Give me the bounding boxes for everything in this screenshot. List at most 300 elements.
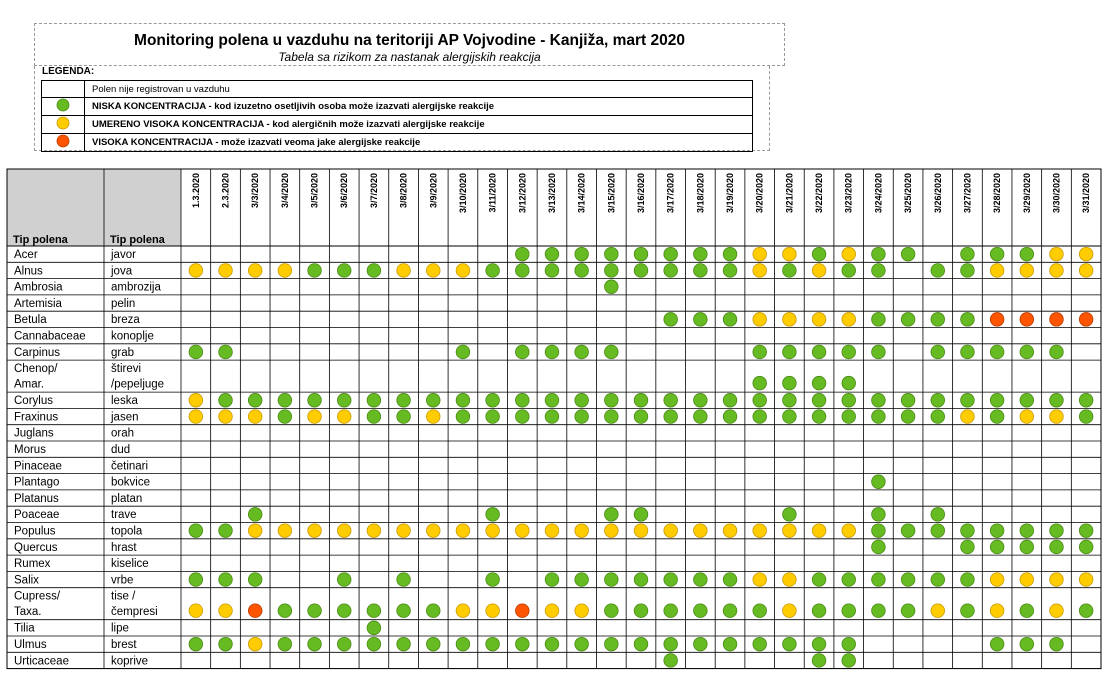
pollen-local-name: orah [111,427,135,440]
pollen-local-name: brest [111,639,137,651]
concentration-dot [694,313,708,327]
pollen-latin-name: Juglans [14,427,54,440]
pollen-latin-name: Betula [14,314,47,327]
concentration-dot [219,637,233,651]
pollen-local-name: dud [111,444,131,456]
date-header: 3/3/2020 [250,173,261,209]
concentration-dot [931,313,945,327]
pollen-latin-name: Quercus [14,541,58,554]
concentration-dot [456,264,470,278]
concentration-dot [1020,604,1034,618]
pollen-local-name: javor [111,249,136,261]
concentration-dot [812,247,826,261]
concentration-dot [545,393,559,407]
concentration-dot [426,604,440,618]
pollen-local-name: breza [111,314,140,327]
concentration-dot [842,524,856,538]
concentration-dot [575,410,589,424]
concentration-dot [1050,393,1064,407]
concentration-dot [901,604,915,618]
concentration-dot [694,247,708,261]
concentration-dot [664,247,678,261]
concentration-dot [308,264,322,278]
concentration-dot [812,345,826,359]
pollen-latin-name: Populus [14,525,56,538]
concentration-dot [694,393,708,407]
concentration-dot [753,376,767,390]
concentration-dot [189,393,203,407]
concentration-dot [367,621,381,635]
concentration-dot [337,604,351,618]
concentration-dot [605,573,619,587]
concentration-dot [545,524,559,538]
date-header: 3/27/2020 [962,173,973,214]
concentration-dot [901,410,915,424]
concentration-dot [426,264,440,278]
date-header: 3/19/2020 [725,173,736,214]
concentration-dot [842,410,856,424]
concentration-dot [842,313,856,327]
concentration-dot [990,604,1004,618]
pollen-latin-name: Plantago [14,476,60,489]
concentration-dot [248,393,262,407]
concentration-dot [872,604,886,618]
concentration-dot [872,508,886,522]
pollen-local-name: /pepeljuge [111,378,165,391]
pollen-latin-name: Amar. [14,378,45,391]
pollen-latin-name: Fraxinus [14,411,59,424]
concentration-dot [456,393,470,407]
col-header-local: Tip polena [110,234,165,246]
concentration-dot [248,604,262,618]
concentration-dot [783,508,797,522]
date-header: 3/18/2020 [695,173,706,214]
date-header: 3/16/2020 [636,173,646,214]
pollen-latin-name: Artemisia [14,297,62,310]
concentration-dot [664,637,678,651]
concentration-dot [664,654,678,668]
concentration-dot [1050,410,1064,424]
concentration-dot [931,508,945,522]
concentration-dot [723,410,737,424]
concentration-dot [664,604,678,618]
concentration-dot [605,604,619,618]
pollen-latin-name: Cupress/ [14,590,61,603]
concentration-dot [1020,637,1034,651]
concentration-dot [723,637,737,651]
concentration-dot [664,264,678,278]
concentration-dot [990,247,1004,261]
concentration-dot [812,637,826,651]
concentration-dot [308,410,322,424]
concentration-dot [219,524,233,538]
concentration-dot [337,524,351,538]
concentration-dot [961,345,975,359]
pollen-local-name: čempresi [111,606,158,619]
concentration-dot [842,393,856,407]
concentration-dot [961,540,975,554]
pollen-local-name: topola [111,525,143,538]
concentration-dot [961,247,975,261]
concentration-dot [605,524,619,538]
concentration-dot [783,393,797,407]
concentration-dot [426,410,440,424]
date-header: 3/22/2020 [814,173,825,214]
legend-label: VISOKA KONCENTRACIJA - može izazvati veoma jake alergijske reakcije [85,134,753,152]
concentration-dot [961,313,975,327]
concentration-dot [872,264,886,278]
concentration-dot [1020,524,1034,538]
concentration-dot [812,410,826,424]
concentration-dot [545,345,559,359]
concentration-dot [634,573,648,587]
pollen-local-name: konoplje [111,330,154,343]
concentration-dot [456,410,470,424]
concentration-dot [1020,410,1034,424]
pollen-latin-name: Salix [14,574,39,587]
concentration-dot [605,410,619,424]
concentration-dot [961,393,975,407]
concentration-dot [189,573,203,587]
concentration-dot [486,573,500,587]
concentration-dot [664,313,678,327]
concentration-dot [812,524,826,538]
concentration-dot [783,247,797,261]
concentration-dot [219,573,233,587]
pollen-latin-name: Ambrosia [14,281,63,294]
concentration-dot [189,410,203,424]
concentration-dot [605,393,619,407]
concentration-dot [931,524,945,538]
concentration-dot [575,637,589,651]
concentration-dot [901,247,915,261]
concentration-dot [990,345,1004,359]
concentration-dot [723,573,737,587]
concentration-dot [189,637,203,651]
date-header: 3/20/2020 [754,173,765,214]
concentration-dot [545,264,559,278]
concentration-dot [426,524,440,538]
pollen-local-name: trave [111,509,137,522]
concentration-dot [605,280,619,294]
concentration-dot [397,573,411,587]
concentration-dot [990,637,1004,651]
concentration-dot [248,410,262,424]
concentration-dot [605,345,619,359]
pollen-local-name: hrast [111,541,137,554]
concentration-dot [961,573,975,587]
pollen-local-name: četinari [111,460,149,473]
concentration-dot [842,376,856,390]
concentration-dot [872,540,886,554]
concentration-dot [990,264,1004,278]
pollen-latin-name: Tilia [14,622,35,635]
pollen-latin-name: Urticaceae [14,655,69,668]
pollen-latin-name: Pinaceae [14,460,62,473]
concentration-dot [842,264,856,278]
date-header: 3/21/2020 [784,173,795,214]
date-header: 3/6/2020 [339,173,350,209]
concentration-dot [1020,247,1034,261]
pollen-local-name: štirevi [111,363,142,376]
concentration-dot [783,313,797,327]
concentration-dot [812,264,826,278]
concentration-dot [367,410,381,424]
pollen-latin-name: Carpinus [14,346,61,359]
concentration-dot [545,410,559,424]
concentration-dot [664,524,678,538]
concentration-dot [753,637,767,651]
concentration-dot [486,410,500,424]
concentration-dot [367,637,381,651]
date-header: 3/4/2020 [279,173,290,209]
concentration-dot [545,573,559,587]
concentration-dot [575,264,589,278]
concentration-dot [634,508,648,522]
concentration-dot [931,345,945,359]
concentration-dot [248,637,262,651]
concentration-dot [634,393,648,407]
concentration-dot [515,345,529,359]
concentration-dot [486,637,500,651]
concentration-dot [278,524,292,538]
concentration-dot [337,393,351,407]
legend-heading: LEGENDA: [42,66,95,77]
concentration-dot [634,264,648,278]
concentration-dot [901,313,915,327]
concentration-dot [308,637,322,651]
date-header: 3/26/2020 [932,173,943,214]
concentration-dot [248,573,262,587]
pollen-latin-name: Platanus [14,492,59,505]
concentration-dot [1050,540,1064,554]
concentration-dot [1079,313,1093,327]
concentration-dot [961,410,975,424]
concentration-dot [842,573,856,587]
concentration-dot [219,410,233,424]
concentration-dot [753,247,767,261]
pollen-local-name: jasen [111,411,139,424]
concentration-dot [1020,573,1034,587]
concentration-dot [931,393,945,407]
date-header: 2.3.2020 [220,173,231,209]
concentration-dot [515,524,529,538]
concentration-dot [1050,604,1064,618]
concentration-dot [990,524,1004,538]
concentration-dot [426,637,440,651]
concentration-dot [456,524,470,538]
concentration-dot [961,524,975,538]
date-header: 3/17/2020 [665,173,676,214]
pollen-local-name: bokvice [111,476,150,489]
concentration-dot [783,604,797,618]
concentration-dot [278,604,292,618]
concentration-dot [753,313,767,327]
concentration-dot [694,264,708,278]
col-header-latin: Tip polena [13,234,68,246]
concentration-dot [694,604,708,618]
concentration-dot [189,604,203,618]
pollen-latin-name: Chenop/ [14,363,58,376]
concentration-dot [219,264,233,278]
pollen-local-name: ambrozija [111,281,161,294]
date-header: 3/30/2020 [1051,173,1062,214]
concentration-dot [337,264,351,278]
concentration-dot [575,573,589,587]
concentration-dot [961,604,975,618]
date-header: 3/14/2020 [576,173,587,214]
concentration-dot [872,475,886,489]
concentration-dot [1079,540,1093,554]
concentration-dot [1079,604,1093,618]
concentration-dot [812,376,826,390]
concentration-dot [456,604,470,618]
concentration-dot [664,573,678,587]
concentration-dot [308,393,322,407]
concentration-dot [783,573,797,587]
concentration-dot [723,247,737,261]
concentration-dot [931,573,945,587]
concentration-dot [367,264,381,278]
concentration-dot [367,524,381,538]
concentration-dot [872,313,886,327]
concentration-dot [1050,247,1064,261]
concentration-dot [248,508,262,522]
concentration-dot [308,524,322,538]
date-header: 3/5/2020 [309,173,320,209]
pollen-latin-name: Corylus [14,395,53,408]
concentration-dot [1050,264,1064,278]
date-header: 3/31/2020 [1081,173,1092,214]
concentration-dot [189,264,203,278]
date-header: 3/8/2020 [398,173,409,209]
concentration-dot [812,654,826,668]
concentration-dot [634,637,648,651]
concentration-dot [1079,410,1093,424]
concentration-dot [605,264,619,278]
concentration-dot [486,508,500,522]
pollen-local-name: vrbe [111,574,134,587]
concentration-dot [486,604,500,618]
concentration-dot [605,508,619,522]
concentration-dot [931,264,945,278]
concentration-dot [515,264,529,278]
concentration-dot [753,264,767,278]
concentration-dot [515,393,529,407]
concentration-dot [308,604,322,618]
concentration-dot [397,604,411,618]
concentration-dot [337,637,351,651]
concentration-dot [486,264,500,278]
page-title: Monitoring polena u vazduhu na teritoriji AP Vojvodine - Kanjiža, mart 2020 [134,32,685,49]
concentration-dot [723,313,737,327]
concentration-dot [189,345,203,359]
date-header: 3/29/2020 [1021,173,1032,214]
concentration-dot [783,345,797,359]
concentration-dot [605,637,619,651]
concentration-dot [367,393,381,407]
legend-label: UMERENO VISOKA KONCENTRACIJA - kod alergičnih može izazvati alergijske reakcije [85,116,753,134]
concentration-dot [1020,264,1034,278]
concentration-dot [694,573,708,587]
concentration-dot [694,637,708,651]
date-header: 3/23/2020 [843,173,854,214]
date-header: 3/13/2020 [546,173,557,214]
concentration-dot [278,393,292,407]
concentration-dot [812,393,826,407]
concentration-dot [872,524,886,538]
concentration-dot [753,524,767,538]
pollen-latin-name: Acer [14,249,38,261]
pollen-local-name: jova [111,265,133,278]
concentration-dot [1079,264,1093,278]
concentration-dot [842,604,856,618]
concentration-dot [872,410,886,424]
concentration-dot [753,393,767,407]
concentration-dot [753,410,767,424]
concentration-dot [753,345,767,359]
concentration-dot [842,345,856,359]
date-header: 3/12/2020 [517,173,528,214]
concentration-dot [278,637,292,651]
concentration-dot [872,393,886,407]
concentration-dot [219,393,233,407]
concentration-dot [486,524,500,538]
concentration-dot [545,247,559,261]
concentration-dot [1050,637,1064,651]
pollen-local-name: koprive [111,655,149,668]
date-header: 1.3.2020 [190,173,201,209]
concentration-dot [1020,540,1034,554]
pollen-local-name: tise / [111,590,136,603]
date-header: 3/9/2020 [428,173,439,209]
concentration-dot [515,247,529,261]
concentration-dot [990,573,1004,587]
concentration-dot [248,264,262,278]
concentration-dot [515,604,529,618]
concentration-dot [664,393,678,407]
concentration-dot [723,524,737,538]
date-header: 3/24/2020 [873,173,884,214]
concentration-dot [456,345,470,359]
concentration-dot [783,264,797,278]
pollen-local-name: grab [111,346,135,359]
concentration-dot [990,393,1004,407]
concentration-dot [575,524,589,538]
concentration-dot [456,637,470,651]
concentration-dot [278,264,292,278]
concentration-dot [634,247,648,261]
concentration-dot [931,410,945,424]
concentration-dot [990,313,1004,327]
concentration-dot [872,345,886,359]
concentration-dot [842,654,856,668]
concentration-dot [1050,345,1064,359]
concentration-dot [812,573,826,587]
concentration-dot [783,637,797,651]
concentration-dot [575,393,589,407]
pollen-latin-name: Poaceae [14,509,60,522]
pollen-local-name: lipe [111,622,129,635]
pollen-latin-name: Ulmus [14,639,47,651]
concentration-dot [901,573,915,587]
date-header: 3/7/2020 [368,173,379,209]
pollen-latin-name: Rumex [14,558,51,571]
concentration-dot [812,604,826,618]
concentration-dot [634,524,648,538]
date-header: 3/25/2020 [903,173,914,214]
pollen-local-name: kiselice [111,558,149,571]
